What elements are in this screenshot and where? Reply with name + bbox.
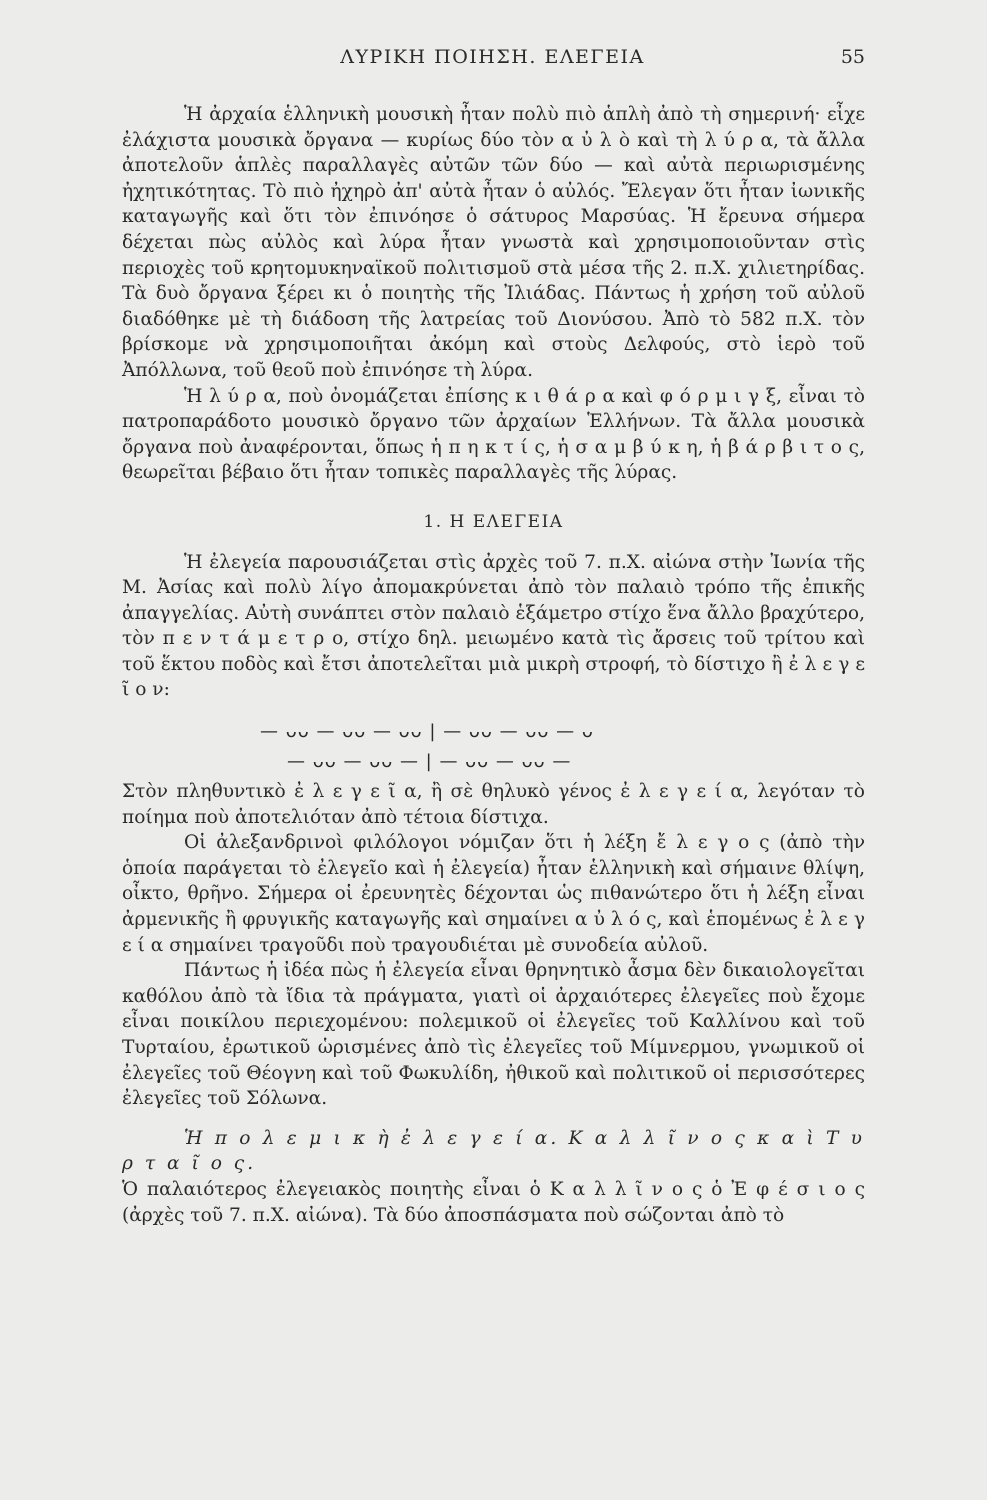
paragraph-plural: Στὸν πληθυντικὸ ἐ λ ε γ ε ῖ α, ἢ σὲ θηλυκὸ γένος ἐ λ ε γ ε ί α, λεγόταν τὸ ποίημα ποὺ ἀποτελιόταν ἀπὸ τέτοια δίστιχα. xyxy=(122,781,865,828)
page-number: 55 xyxy=(840,46,865,68)
meter-line-hexameter: — ᴗᴗ — ᴗᴗ — ᴗᴗ | — ᴗᴗ — ᴗᴗ — ᴗ xyxy=(260,721,594,743)
paragraph-content: Πάντως ἡ ἰδέα πὼς ἡ ἐλεγεία εἶναι θρηνητικὸ ἆσμα δὲν δικαιολογεῖται καθόλου ἀπὸ τὰ ἴδια τὰ πράγματα, γιατὶ οἱ ἀρχαιότερες ἐλεγεῖες ποὺ ἔχομε εἶναι ποικίλου περιεχομένου: πολεμικοῦ οἱ ἐλεγεῖες τοῦ Καλλίνου καὶ τοῦ Τυρταίου, ἐρωτικοῦ ὡρισμένες ἀπὸ τὶς ἐλεγεῖες τοῦ Μίμνερμου, γνωμικοῦ οἱ ἐλεγεῖες τοῦ Θέογνη καὶ τοῦ Φωκυλίδη, ἠθικοῦ καὶ πολιτικοῦ οἱ περισσότερες ἐλεγεῖες τοῦ Σόλωνα. xyxy=(122,960,865,1110)
paragraph-lyre: Ἡ λ ύ ρ α, ποὺ ὀνομάζεται ἐπίσης κ ι θ ά ρ α καὶ φ ό ρ μ ι γ ξ, εἶναι τὸ πατροπαράδοτο μουσικὸ ὄργανο τῶν ἀρχαίων Ἑλλήνων. Τὰ ἄλλα μουσικὰ ὄργανα ποὺ ἀναφέρονται, ὅπως ἡ π η κ τ ί ς, ἡ σ α μ β ύ κ η, ἡ β ά ρ β ι τ ο ς, θεωρεῖται βέβαιο ὅτι ἦταν τοπικὲς παραλλαγὲς τῆς λύρας. xyxy=(122,385,865,484)
paragraph-music: Ἡ ἀρχαία ἑλληνικὴ μουσικὴ ἦταν πολὺ πιὸ ἁπλὴ ἀπὸ τὴ σημερινή· εἶχε ἐλάχιστα μουσικὰ ὄργανα — κυρίως δύο τὸν α ὐ λ ὸ καὶ τὴ λ ύ ρ α, τὰ ἄλλα ἀποτελοῦν ἁπλὲς παραλλαγὲς αὐτῶν τῶν δύο — καὶ αὐτὰ περιωρισμένης ἠχητικότητας. Τὸ πιὸ ἠχηρὸ ἀπ' αὐτὰ ἦταν ὁ αὐλός. Ἔλεγαν ὅτι ἦταν ἰωνικῆς καταγωγῆς καὶ ὅτι τὸν ἐπινόησε ὁ σάτυρος Μαρσύας. Ἡ ἔρευνα σήμερα δέχεται πὼς αὐλὸς καὶ λύρα ἦταν γνωστὰ καὶ χρησιμοποιοῦνταν στὶς περιοχὲς τοῦ κρητομυκηναϊκοῦ πολιτισμοῦ στὰ μέσα τῆς 2. π.Χ. χιλιετηρίδας. Τὰ δυὸ ὄργανα ξέρει κι ὁ ποιητὴς τῆς Ἰλιάδας. Πάντως ἡ χρήση τοῦ αὐλοῦ διαδόθηκε μὲ τὴ διάδοση τῆς λατρείας τοῦ Διονύσου. Ἀπὸ τὸ 582 π.Χ. τὸν βρίσκομε νὰ χρησιμοποιῆται ἀκόμη καὶ στοὺς Δελφούς, στὸ ἱερὸ τοῦ Ἀπόλλωνα, τοῦ θεοῦ ποὺ ἐπινόησε τὴ λύρα. xyxy=(122,104,865,381)
section-heading: 1. Η ΕΛΕΓΕΙΑ xyxy=(423,511,564,532)
paragraph-etymology: Οἱ ἀλεξανδρινοὶ φιλόλογοι νόμιζαν ὅτι ἡ λέξη ἔ λ ε γ ο ς (ἀπὸ τὴν ὁποία παράγεται τὸ ἐλεγεῖο καὶ ἡ ἐλεγεία) ἦταν ἑλληνικὴ καὶ σήμαινε θλίψη, οἶκτο, θρῆνο. Σήμερα οἱ ἐρευνητὲς δέχονται ὡς πιθανώτερο ὅτι ἡ λέξη εἶναι ἀρμενικῆς ἢ φρυγικῆς καταγωγῆς καὶ σημαίνει α ὐ λ ό ς, καὶ ἑπομένως ἐ λ ε γ ε ί α σημαίνει τραγοῦδι ποὺ τραγουδιέται μὲ συνοδεία αὐλοῦ. xyxy=(122,832,865,956)
page-header xyxy=(120,44,865,74)
running-title: ΛΥΡΙΚΗ ΠΟΙΗΣΗ. ΕΛΕΓΕΙΑ xyxy=(340,46,645,68)
metrical-scheme xyxy=(122,717,865,777)
page-body xyxy=(122,102,865,1228)
paragraph-elegy-intro: Ἡ ἐλεγεία παρουσιάζεται στὶς ἀρχὲς τοῦ 7. π.Χ. αἰώνα στὴν Ἰωνία τῆς Μ. Ἀσίας καὶ πολὺ λίγο ἀπομακρύνεται ἀπὸ τὸν παλαιὸ τρόπο τῆς ἐπικῆς ἀπαγγελίας. Αὐτὴ συνάπτει στὸν παλαιὸ ἑξάμετρο στίχο ἕνα ἄλλο βραχύτερο, τὸν π ε ν τ ά μ ε τ ρ ο, στίχο δηλ. μειωμένο κατὰ τὶς ἄρσεις τοῦ τρίτου καὶ τοῦ ἕκτου ποδὸς καὶ ἔτσι ἀποτελεῖται μιὰ μικρὴ στροφή, τὸ δίστιχο ἢ ἐ λ ε γ ε ῖ ο ν: xyxy=(122,551,865,701)
subheading-war-elegy: Ἡ π ο λ ε μ ι κ ὴ ἐ λ ε γ ε ί α. Κ α λ λ ῖ ν ο ς κ α ὶ Τ υ ρ τ α ῖ ο ς. xyxy=(122,1127,865,1175)
meter-line-pentameter: — ᴗᴗ — ᴗᴗ — | — ᴗᴗ — ᴗᴗ — xyxy=(287,751,572,773)
paragraph-kallinos: Ὁ παλαιότερος ἐλεγειακὸς ποιητὴς εἶναι ὁ Κ α λ λ ῖ ν ο ς ὁ Ἐ φ έ σ ι ο ς (ἀρχὲς τοῦ 7. π.Χ. αἰώνα). Τὰ δύο ἀποσπάσματα ποὺ σώζονται ἀπὸ τὸ xyxy=(122,1178,865,1226)
